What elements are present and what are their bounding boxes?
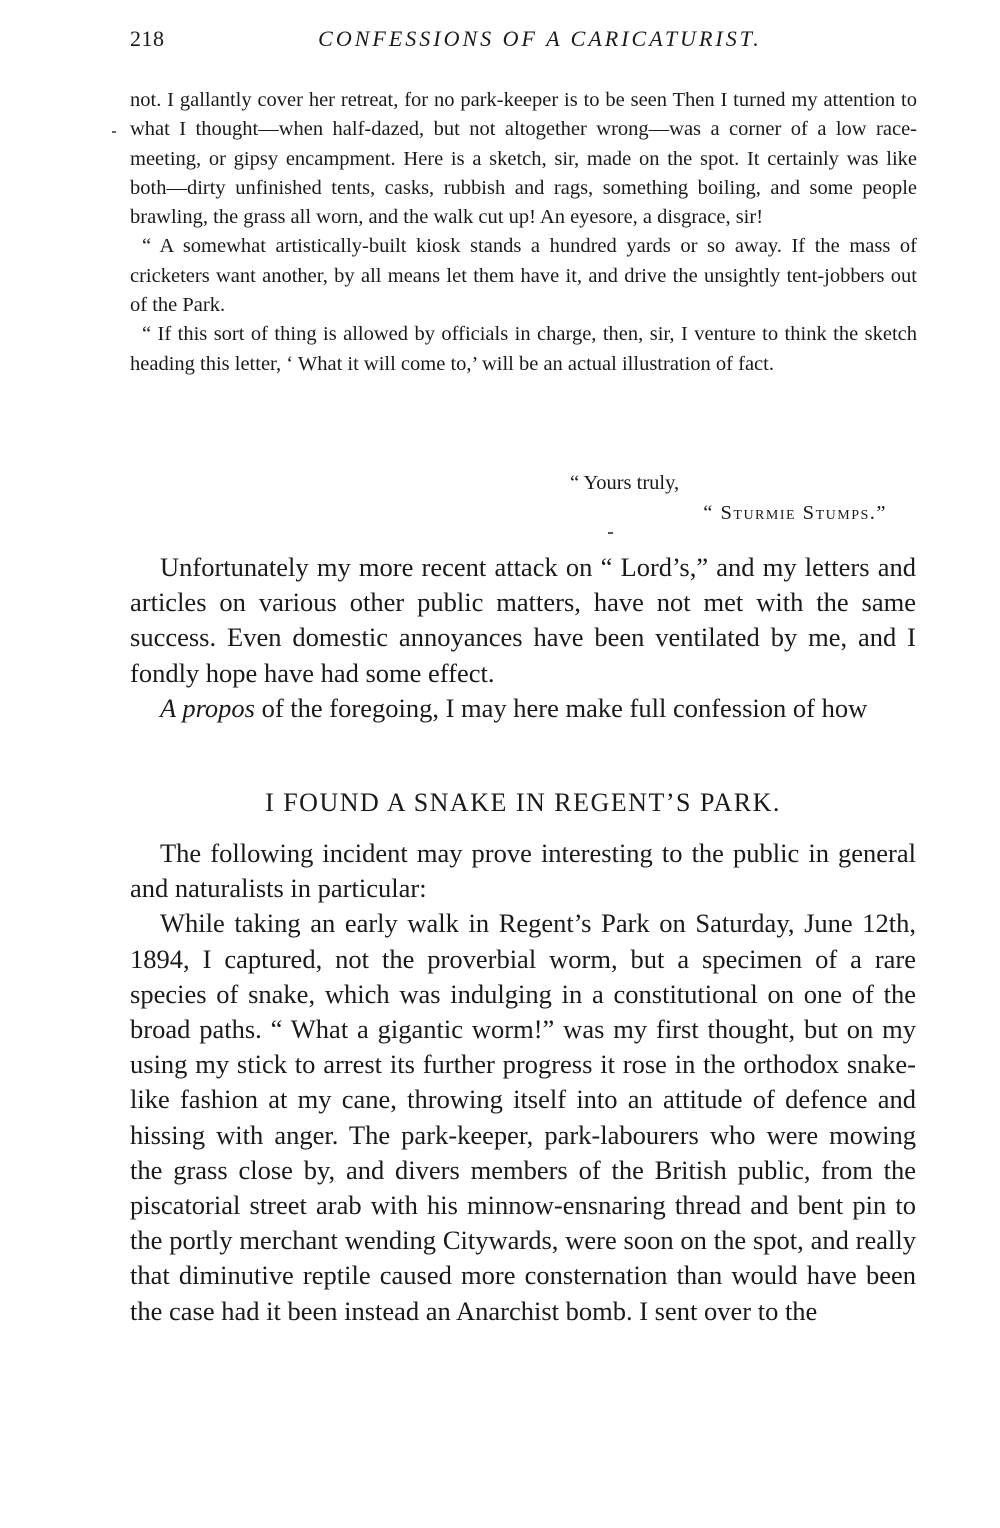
apropos-rest: of the foregoing, I may here make full confession of how [254,692,868,723]
body-paragraph: Unfortunately my more recent attack on “ Lord’s,” and my letters and articles on various other public matters, have not met with the same success. Even domestic annoyances have been ventilated by me, and I fondly hope have had some effect. [130,552,916,688]
page-header [130,18,910,58]
margin-mark [112,131,116,133]
quoted-letter [130,86,917,379]
apropos-italic: A propos [160,692,255,723]
page-number: 218 [130,26,165,51]
letter-closing: “ Yours truly, [570,472,680,494]
letter-paragraph: “ A somewhat artistically-built kiosk stands a hundred yards or so away. If the mass of cricketers want another, by all means let them have it, and drive the unsightly tent-jobbers out of the Park. [130,235,917,317]
body-text-bottom [130,836,916,1329]
body-text-top [130,550,916,726]
section-heading: I FOUND A SNAKE IN REGENT’S PARK. [265,788,781,817]
running-head: CONFESSIONS OF A CARICATURIST. [318,26,762,51]
letter-paragraph: not. I gallantly cover her retreat, for no park-keeper is to be seen Then I turned my attention to what I thought—when half-dazed, but not altogether wrong—was a corner of a low race-meeting, or gipsy encampment. Here is a sketch, sir, made on the spot. It certainly was like both—dirty unfinished tents, casks, rubbish and rags, something boiling, and some people brawling, the grass all worn, and the walk cut up! An eyesore, a disgrace, sir! [130,89,917,229]
body-paragraph: While taking an early walk in Regent’s Park on Saturday, June 12th, 1894, I captured, not the proverbial worm, but a specimen of a rare species of snake, which was indulging in a constitutional on one of the broad paths. “ What a gigantic worm!” was my first thought, but on my using my stick to arrest its further progress it rose in the orthodox snake-like fashion at my cane, throwing itself into an attitude of defence and hissing with anger. The park-keeper, park-labourers who were mowing the grass close by, and divers members of the British public, from the piscatorial street arab with his minnow-ensnaring thread and bent pin to the portly merchant wending Citywards, were soon on the spot, and really that diminutive reptile caused more consternation than would have been the case had it been instead an Anarchist bomb. I sent over to the [130,908,916,1326]
letter-signature: “ Sturmie Stumps.” [703,502,887,524]
body-paragraph: The following incident may prove interesting to the public in general and naturalists in particular: [130,838,916,904]
letter-paragraph: “ If this sort of thing is allowed by officials in charge, then, sir, I venture to think the sketch heading this letter, ‘ What it will come to,’ will be an actual illustration of fact. [130,323,917,375]
separator-mark [608,532,613,534]
body-paragraph-apropos [130,691,916,726]
